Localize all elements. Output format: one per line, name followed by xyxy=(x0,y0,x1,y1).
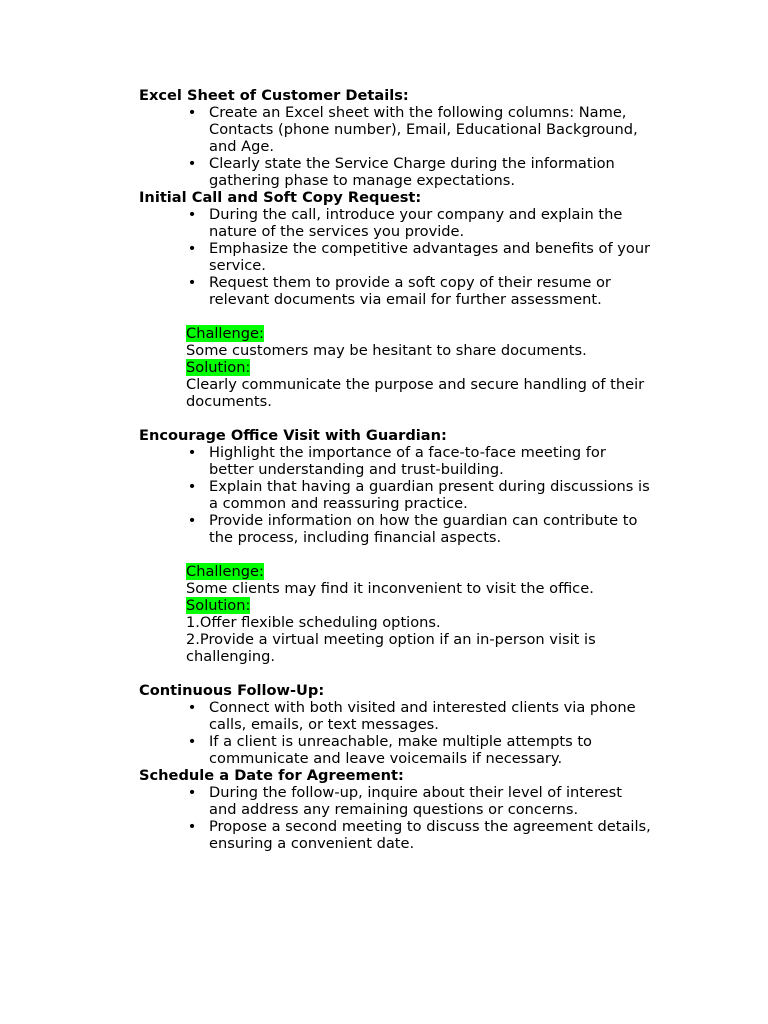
bullet-icon: • xyxy=(187,274,197,291)
bullet-item xyxy=(187,512,654,546)
section-excel-sheet xyxy=(0,87,768,189)
section-follow-up xyxy=(0,682,768,767)
blank-line xyxy=(0,665,768,682)
bullet-icon: • xyxy=(187,784,197,801)
bullet-text: Clearly state the Service Charge during the information gathering phase to manage expectations. xyxy=(209,155,615,189)
challenge-label: Challenge: xyxy=(186,325,264,342)
bullet-item xyxy=(187,784,654,818)
bullet-icon: • xyxy=(187,444,197,461)
bullet-icon: • xyxy=(187,104,197,121)
bullet-icon: • xyxy=(187,818,197,835)
bullet-text: Create an Excel sheet with the following columns: Name, Contacts (phone number), Email, Educational Background, and Age. xyxy=(209,104,638,155)
bullet-item xyxy=(187,699,654,733)
bullet-text: Provide information on how the guardian can contribute to the process, including financial aspects. xyxy=(209,512,638,546)
solution-text: Clearly communicate the purpose and secure handling of their documents. xyxy=(186,376,645,410)
section-heading: Encourage Office Visit with Guardian: xyxy=(139,427,447,444)
challenge-text: Some clients may find it inconvenient to visit the office. xyxy=(186,580,594,597)
bullet-item xyxy=(187,206,654,240)
blank-line xyxy=(0,308,768,325)
bullet-item xyxy=(187,104,654,155)
challenge-text: Some customers may be hesitant to share documents. xyxy=(186,342,587,359)
challenge-block xyxy=(186,563,651,665)
bullet-list xyxy=(0,784,768,852)
bullet-text: Highlight the importance of a face-to-face meeting for better understanding and trust-building. xyxy=(209,444,606,478)
solution-text: 2.Provide a virtual meeting option if an in-person visit is challenging. xyxy=(186,631,596,665)
bullet-text: During the follow-up, inquire about their level of interest and address any remaining questions or concerns. xyxy=(209,784,622,818)
solution-text: 1.Offer flexible scheduling options. xyxy=(186,614,441,631)
bullet-list xyxy=(0,206,768,308)
section-heading: Schedule a Date for Agreement: xyxy=(139,767,404,784)
bullet-text: If a client is unreachable, make multiple attempts to communicate and leave voicemails if necessary. xyxy=(209,733,592,767)
bullet-icon: • xyxy=(187,512,197,529)
solution-label: Solution: xyxy=(186,597,251,614)
bullet-item xyxy=(187,240,654,274)
bullet-list xyxy=(0,444,768,546)
bullet-icon: • xyxy=(187,240,197,257)
section-office-visit xyxy=(0,427,768,682)
bullet-item xyxy=(187,274,654,308)
bullet-icon: • xyxy=(187,206,197,223)
challenge-label: Challenge: xyxy=(186,563,264,580)
bullet-text: During the call, introduce your company and explain the nature of the services you provide. xyxy=(209,206,623,240)
bullet-item xyxy=(187,478,654,512)
bullet-item xyxy=(187,155,654,189)
bullet-text: Propose a second meeting to discuss the agreement details, ensuring a convenient date. xyxy=(209,818,651,852)
bullet-text: Connect with both visited and interested clients via phone calls, emails, or text messages. xyxy=(209,699,636,733)
bullet-item xyxy=(187,444,654,478)
blank-line xyxy=(0,546,768,563)
section-heading: Excel Sheet of Customer Details: xyxy=(139,87,409,104)
bullet-icon: • xyxy=(187,478,197,495)
bullet-text: Emphasize the competitive advantages and benefits of your service. xyxy=(209,240,651,274)
blank-line xyxy=(0,410,768,427)
bullet-icon: • xyxy=(187,155,197,172)
bullet-item xyxy=(187,818,654,852)
solution-label: Solution: xyxy=(186,359,251,376)
bullet-text: Request them to provide a soft copy of their resume or relevant documents via email for further assessment. xyxy=(209,274,611,308)
bullet-item xyxy=(187,733,654,767)
section-heading: Continuous Follow-Up: xyxy=(139,682,325,699)
section-initial-call xyxy=(0,189,768,427)
document-page xyxy=(0,87,768,852)
bullet-icon: • xyxy=(187,699,197,716)
bullet-list xyxy=(0,104,768,189)
bullet-icon: • xyxy=(187,733,197,750)
section-heading: Initial Call and Soft Copy Request: xyxy=(139,189,422,206)
bullet-text: Explain that having a guardian present during discussions is a common and reassuring practice. xyxy=(209,478,650,512)
challenge-block xyxy=(186,325,651,410)
bullet-list xyxy=(0,699,768,767)
section-schedule-agreement xyxy=(0,767,768,852)
